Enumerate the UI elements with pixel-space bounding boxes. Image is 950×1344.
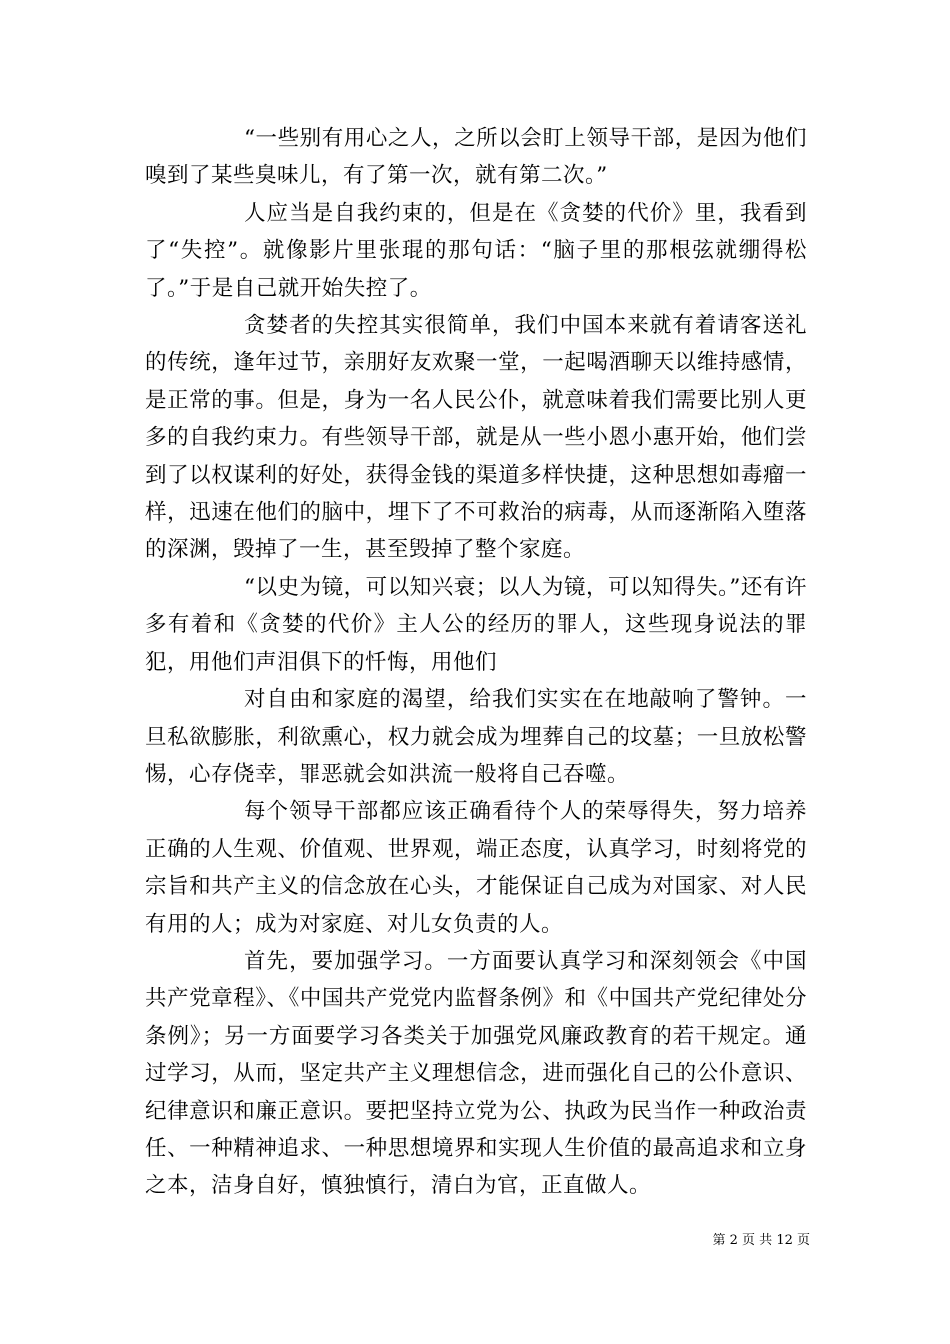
paragraph: 贪婪者的失控其实很简单，我们中国本来就有着请客送礼的传统，逢年过节，亲朋好友欢聚一堂，一起喝酒聊天以维持感情，是正常的事。但是，身为一名人民公仆，就意味着我们需要比别人更多的自我约束力。有些领导干部，就是从一些小恩小惠开始，他们尝到了以权谋利的好处，获得金钱的渠道多样快捷，这种思想如毒瘤一样，迅速在他们的脑中，埋下了不可救治的病毒，从而逐渐陷入堕落的深渊，毁掉了一生，甚至毁掉了整个家庭。 (145, 313, 807, 563)
paragraph: 首先，要加强学习。一方面要认真学习和深刻领会《中国共产党章程》、《中国共产党党内监督条例》和《中国共产党纪律处分条例》；另一方面要学习各类关于加强党风廉政教育的若干规定。通过学习，从而，坚定共产主义理想信念，进而强化自己的公仆意识、纪律意识和廉正意识。要把坚持立党为公、执政为民当作一种政治责任、一种精神追求、一种思想境界和实现人生价值的最高追求和立身之本，洁身自好，慎独慎行，清白为官，正直做人。 (145, 948, 807, 1199)
paragraph: 人应当是自我约束的，但是在《贪婪的代价》里，我看到了“失控”。就像影片里张琨的那句话：“脑子里的那根弦就绷得松了。”于是自己就开始失控了。 (145, 200, 807, 301)
paragraph: “以史为镜，可以知兴衰；以人为镜，可以知得失。”还有许多有着和《贪婪的代价》主人公的经历的罪人，这些现身说法的罪犯，用他们声泪俱下的忏悔，用他们 (145, 574, 807, 675)
paragraph: 对自由和家庭的渴望，给我们实实在在地敲响了警钟。一旦私欲膨胀，利欲熏心，权力就会成为埋葬自己的坟墓；一旦放松警惕，心存侥幸，罪恶就会如洪流一般将自己吞噬。 (145, 687, 807, 787)
paragraph: 每个领导干部都应该正确看待个人的荣辱得失，努力培养正确的人生观、价值观、世界观，端正态度，认真学习，时刻将党的宗旨和共产主义的信念放在心头，才能保证自己成为对国家、对人民有用的人；成为对家庭、对儿女负责的人。 (145, 799, 807, 937)
paragraph: “一些别有用心之人，之所以会盯上领导干部，是因为他们嗅到了某些臭味儿，有了第一次，就有第二次。” (145, 126, 807, 189)
page-number-footer: 第 2 页 共 12 页 (712, 1233, 810, 1248)
document-body (145, 120, 807, 1205)
